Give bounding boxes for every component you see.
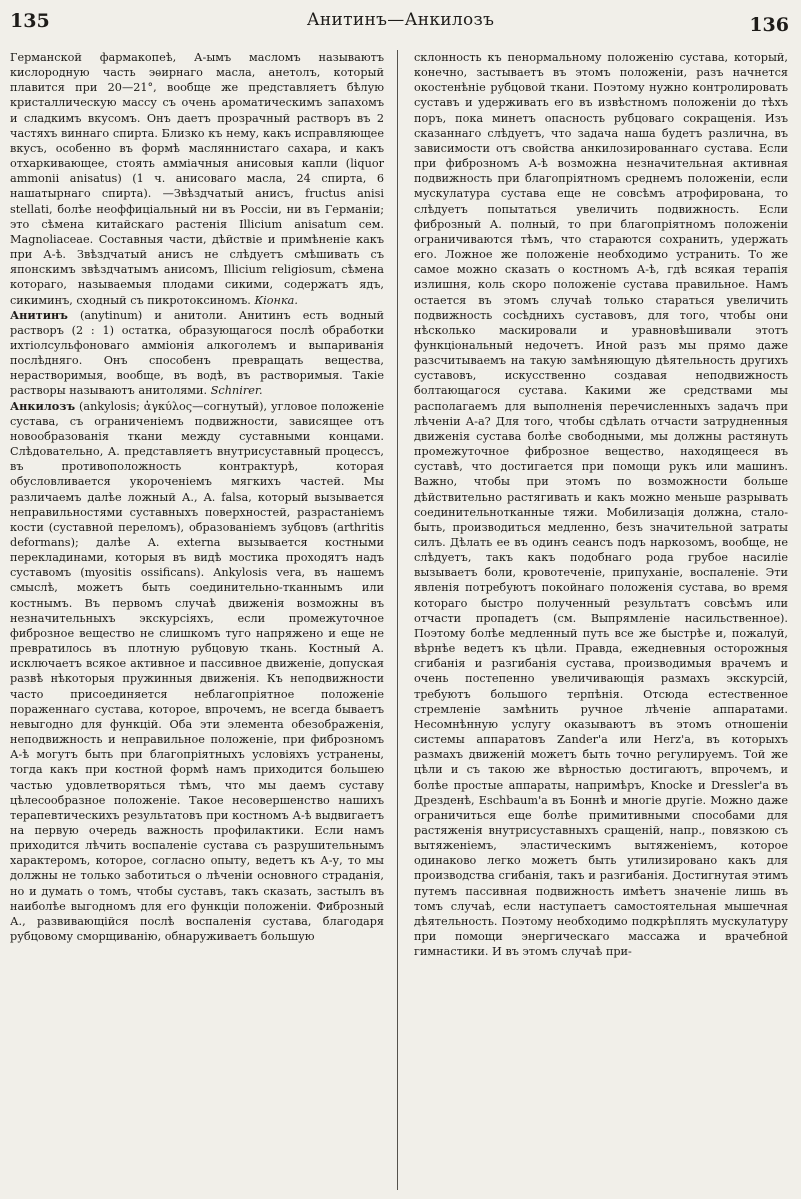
entry-headword: Анитинъ — [10, 307, 68, 322]
author-signature: Кіонка. — [254, 293, 298, 307]
entry-headword: Анкилозъ — [10, 398, 76, 413]
page-number-right: 136 — [749, 14, 789, 36]
paragraph-text: (anytinum) и анитоли. Анитинъ есть водный растворъ (2 : 1) остатка, образующагося послѣ обработки ихтіолсульфоноваго амміонія алкоголемъ и выпариванія послѣдняго. Онъ способенъ превращать вещества, нерастворимыя, вообще, въ водѣ, въ растворимыя. Такіе растворы называютъ анитолями. — [10, 308, 384, 398]
article-ankylosis — [10, 399, 384, 945]
column-divider — [397, 50, 398, 1190]
paragraph-text: (ankylosis; ἀγκύλος—согнутый), угловое положеніе сустава, съ ограниченіемъ подвижности, зависящее отъ новообразованія ткани между суставными концами. Слѣдовательно, А. представляетъ внутрисуставный процессъ, въ противоположность контрактурѣ, которая обусловливается укороченіемъ мягкихъ частей. Мы различаемъ далѣе ложный А., A. falsa, который вызывается неправильностями суставныхъ поверхностей, разрастаніемъ кости (суставной переломъ), образованіемъ зубцовъ (arthritis deformans); далѣе A. externa вызывается костными перекладинами, которыя въ видѣ мостика проходятъ надъ суставомъ (myositis ossificans). Ankylosis vera, въ нашемъ смыслѣ, можетъ быть соединительно-тканнымъ или костнымъ. Въ первомъ случаѣ движенія возможны въ незначительныхъ экскурсіяхъ, если промежуточное фиброзное вещество не слишкомъ туго напряжено и еще не превратилось въ плотную рубцовую ткань. Костный А. исключаетъ всякое активное и пассивное движеніе, допуская развѣ нѣкоторыя пружинныя движенія. Къ неподвижности часто присоединяется неблагопріятное положеніе пораженнаго сустава, которое, впрочемъ, не всегда бываетъ невыгодно для функцій. Оба эти элемента обезображенія, неподвижность и неправильное положеніе, при фиброзномъ А-ѣ могутъ быть при благопріятныхъ условіяхъ устранены, тогда какъ при костной формѣ намъ приходится большею частью удовлетворяться тѣмъ, что мы даемъ суставу цѣлесообразное положеніе. Такое несовершенство нашихъ терапевтическихъ результатовъ при костномъ А-ѣ выдвигаетъ на первую очередь важность профилактики. Если намъ приходится лѣчить воспаленіе сустава съ разрушительнымъ характеромъ, которое, согласно опыту, ведетъ къ А-у, то мы должны не только заботиться о лѣченіи основного страданія, но и думать о томъ, чтобы суставъ, такъ сказать, застылъ въ наиболѣе выгодномъ для его функціи положеніи. Фиброзный А., развивающійся послѣ воспаленія сустава, благодаря рубцовому сморщиванію, обнаруживаетъ большую — [10, 399, 384, 944]
article-ankylosis-continuation — [414, 50, 788, 959]
page-number-left: 135 — [10, 10, 50, 32]
page-header — [0, 0, 801, 48]
running-title: Анитинъ—Анкилозъ — [306, 10, 495, 30]
article-anis-continuation — [10, 50, 384, 308]
paragraph-text: склонность къ пенормальному положенію сустава, который, конечно, застываетъ въ этомъ положеніи, разъ начнется окостенѣніе рубцовой ткани. Поэтому нужно контролировать суставъ и удерживать его въ извѣстномъ положеніи до тѣхъ поръ, пока минетъ опасность рубцоваго сокращенія. Изъ сказаннаго слѣдуетъ, что задача наша будетъ различна, въ зависимости отъ свойства анкилозированнаго сустава. Если при фиброзномъ А-ѣ возможна незначительная активная подвижность при благопріятномъ среднемъ положеніи, если мускулатура сустава еще не совсѣмъ атрофирована, то слѣдуетъ попытаться увеличить подвижность. Если фиброзный А. полный, то при благопріятномъ положеніи ограничиваются тѣмъ, что стараются сохранить, удержать его. Ложное же положеніе необходимо устранить. То же самое можно сказать о костномъ А-ѣ, гдѣ всякая терапія излишня, коль скоро положеніе сустава правильное. Намъ остается въ этомъ случаѣ только стараться увеличить подвижность сосѣднихъ суставовъ, для того, чтобы они нѣсколько маскировали и уравновѣшивали этотъ функціональный недочетъ. Иной разъ мы прямо даже разсчитываемъ на такую замѣняющую дѣятельность другихъ суставовъ, искусственно создавая неподвижность болтающагося сустава. Какими же средствами мы располагаемъ для выполненія перечисленныхъ задачъ при лѣченіи А-а? Для того, чтобы сдѣлать отчасти затрудненныя движенія сустава болѣе свободными, мы должны растянуть промежуточное фиброзное вещество, находящееся въ суставѣ, что достигается при помощи рукъ или машинъ. Важно, чтобы при этомъ по возможности больше дѣйствительно растягивать и какъ можно меньше разрывать соединительнотканные тяжи. Мобилизація должна, стало-быть, производиться медленно, безъ значительной затраты силъ. Дѣлать ее въ одинъ сеансъ подъ наркозомъ, вообще, не слѣдуетъ, такъ какъ подобнаго рода грубое насиліе вызываетъ боли, кровотеченіе, припуханіе, воспаленіе. Эти явленія потребуютъ покойнаго положенія сустава, во время котораго быстро полученный результатъ совсѣмъ или отчасти пропадетъ (см. Выпрямленіе насильственное). Поэтому болѣе медленный путь все же быстрѣе и, пожалуй, вѣрнѣе ведетъ къ цѣли. Правда, ежедневныя осторожныя сгибанія и разгибанія сустава, производимыя врачемъ и очень постепенно увеличивающія размахъ экскурсій, требуютъ большого терпѣнія. Отсюда естественное стремленіе замѣнить ручное лѣченіе аппаратами. Несомнѣнную услугу оказываютъ въ этомъ отношеніи системы аппаратовъ Zander'a или Herz'a, въ которыхъ размахъ движеній можетъ быть точно регулируемъ. Той же цѣли и съ такою же вѣрностью достигаютъ, впрочемъ, и болѣе простые аппараты, напримѣръ, Knocke и Dressler'a въ Дрезденѣ, Eschbaum'a въ Боннѣ и многіе другіе. Можно даже ограничиться еще болѣе примитивными способами для растяженія внутрисуставныхъ сращеній, напр., повязкою съ вытяженіемъ, эластическимъ вытяженіемъ, которое одинаково легко можетъ быть утилизировано какъ для производства сгибанія, такъ и разгибанія. Достигнутая этимъ путемъ пассивная подвижность имѣетъ значеніе лишь въ томъ случаѣ, если наступаетъ самостоятельная мышечная дѣятельность. Поэтому необходимо подкрѣплять мускулатуру при помощи энергическаго массажа и врачебной гимнастики. И въ этомъ случаѣ при- — [414, 51, 788, 959]
paragraph-text: Германской фармакопеѣ, А-ымъ масломъ называютъ кислородную часть эѳирнаго масла, анетолъ, который плавится при 20—21°, вообще же представляетъ бѣлую кристаллическую массу съ очень ароматическимъ запахомъ и сладкимъ вкусомъ. Онъ даетъ прозрачный растворъ въ 2 частяхъ виннаго спирта. Близко къ нему, какъ исправляющее вкусъ, особенно въ формѣ масляннистаго сахара, и какъ отхаркивающее, стоять амміачныя анисовыя капли (liquor ammonii anisatus) (1 ч. анисоваго масла, 24 спирта, 6 нашатырнаго спирта). —Звѣздчатый анисъ, fructus anisi stellati, болѣе неоффиціальный ни въ Россіи, ни въ Германіи; это сѣмена китайскаго растенія Illicium anisatum сем. Magnoliaceae. Составныя части, дѣйствіе и примѣненіе какъ при А-ѣ. Звѣздчатый анисъ не слѣдуетъ смѣшивать съ японскимъ звѣздчатымъ анисомъ, Illicium religiosum, сѣмена котораго, называемыя плодами сикими, содержатъ ядъ, сикиминъ, сходный съ пикротоксиномъ. — [10, 51, 384, 307]
article-anitin — [10, 308, 384, 399]
left-column — [10, 50, 384, 1192]
right-column — [414, 50, 788, 1192]
author-signature: Schnirer. — [210, 384, 263, 398]
